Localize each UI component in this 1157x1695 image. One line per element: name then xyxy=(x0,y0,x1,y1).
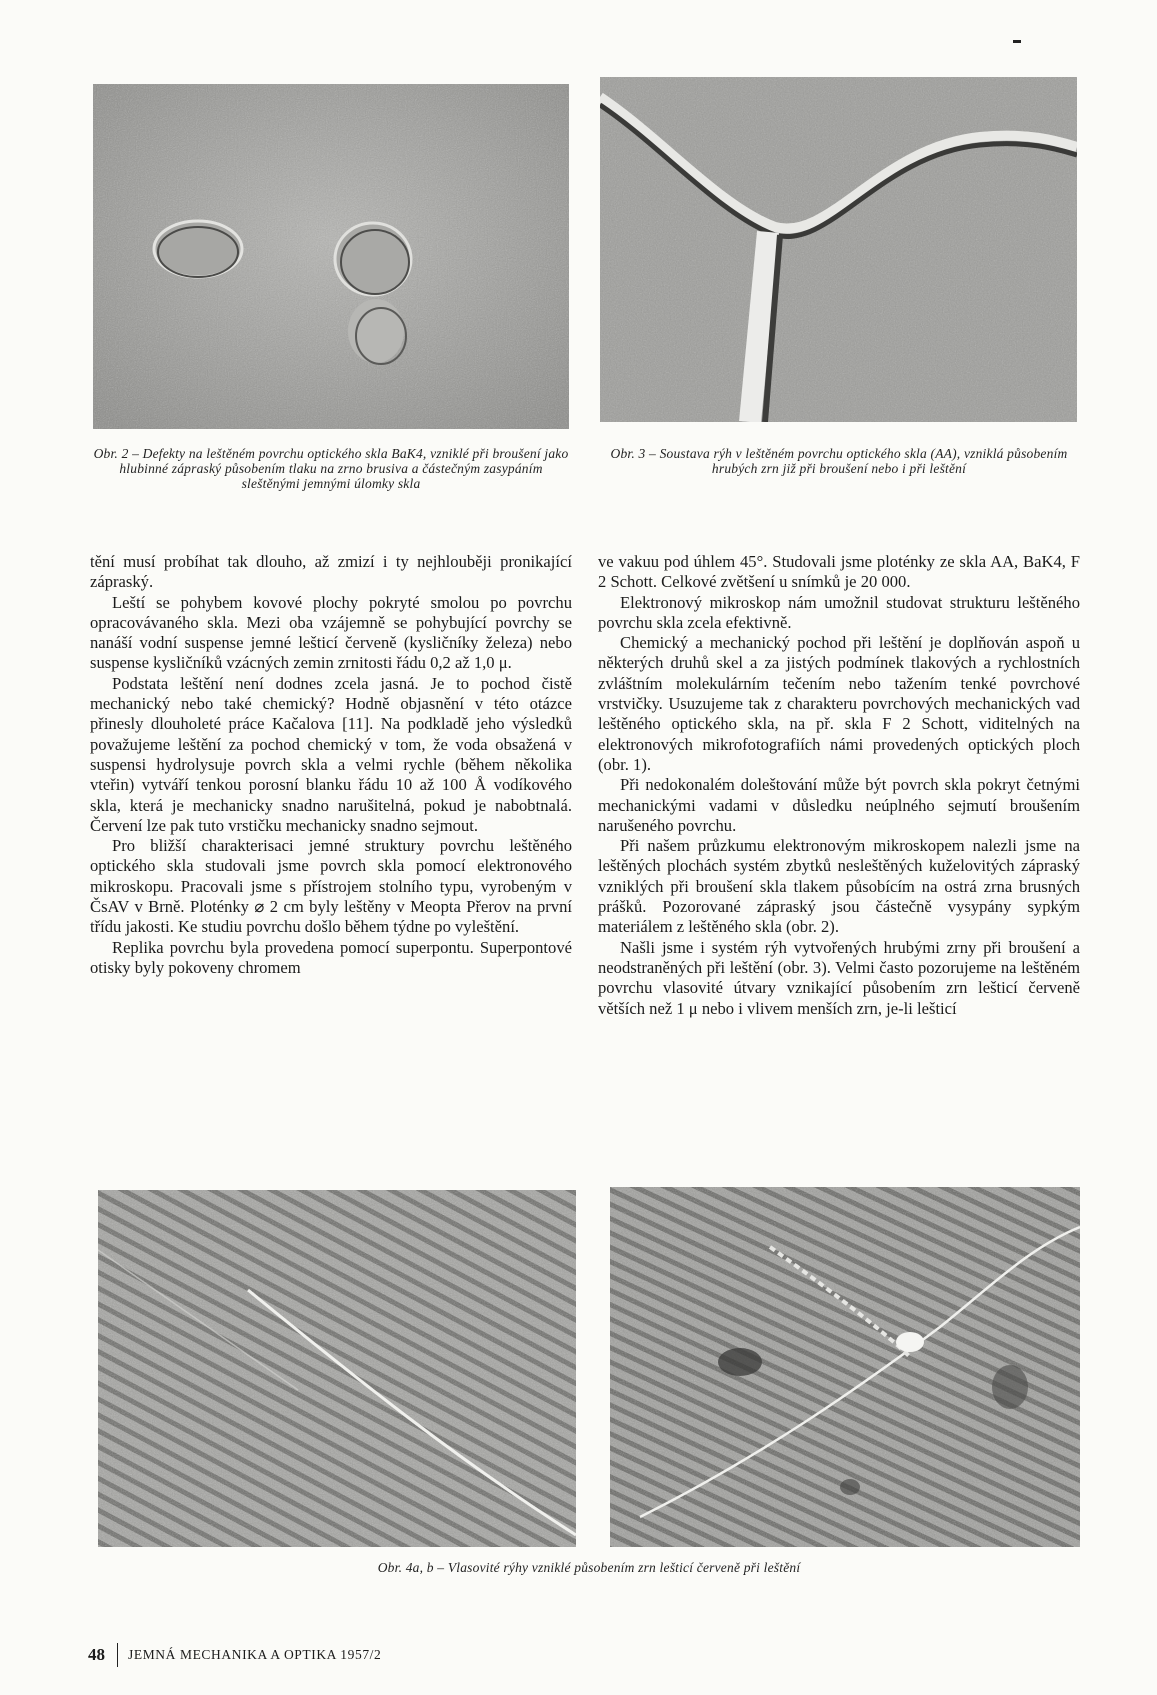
paragraph: Podstata leštění není dodnes zcela jasná. Je to pochod čistě mechanický nebo také chemický? Hodně objasnění v této otázce přinesly dlouholeté práce Kačalova [11]. Na podkladě jeho výsledků považujeme leštění za pochod chemický v tom, že voda obsažená v suspensi hydrolysuje povrch skla a velmi rychle (během několika vteřin) vytváří tenkou porosní blanku řádu 10 až 100 Å vodíkového skla, která je mechanicky snadno narušitelná, pokud je nabobtnalá. Červení lze pak tuto vrstičku mechanicky snadno sejmout. xyxy=(90,673,572,835)
figure-4b-micrograph xyxy=(610,1187,1080,1547)
figure-3-caption: Obr. 3 – Soustava rýh v leštěném povrchu optického skla (AA), vzniklá působením hrubých zrn již při broušení nebo i při leštění xyxy=(610,446,1068,476)
right-text-column xyxy=(598,552,1080,1019)
paragraph: Leští se pohybem kovové plochy pokryté smolou po povrchu opracovávaného skla. Mezi oba vzájemně se pohybující povrchy se nanáší vodní suspense jemné lešticí červeně (kysličníky železa) nebo suspense kysličníků vzácných zemin zrnitosti řádu 0,2 až 1,0 μ. xyxy=(90,592,572,673)
paragraph: Pro bližší charakterisaci jemné struktury povrchu leštěného optického skla studovali jsme povrch skla pomocí elektronového mikroskopu. Pracovali jsme s přístrojem stolního typu, vyrobeným v ČsAV v Brně. Ploténky ⌀ 2 cm byly leštěny v Meopta Přerov na první třídu jakosti. Ke studiu povrchu došlo během týdne po vyleštění. xyxy=(90,836,572,937)
figure-2-caption: Obr. 2 – Defekty na leštěném povrchu optického skla BaK4, vzniklé při broušení jako hlubinné zápraský působením tlaku na zrno brusiva a částečným zasypáním sleštěnými jemnými úlomky skla xyxy=(93,446,569,491)
paragraph: Chemický a mechanický pochod při leštění je doplňován aspoň u některých druhů skel a za jistých podmínek tlakových a rychlostních zvláštním molekulárním tečením nebo tažením tenké povrchové vrstvičky. Usuzujeme tak z charakteru povrchových mechanických vad leštěného optického skla, na př. skla F 2 Schott, viditelných na elektronových mikrofotografiích námi provedených optických ploch (obr. 1). xyxy=(598,633,1080,774)
figure-3-micrograph xyxy=(600,77,1077,422)
print-mark xyxy=(1013,40,1021,43)
paragraph: ve vakuu pod úhlem 45°. Studovali jsme ploténky ze skla AA, BaK4, F 2 Schott. Celkové zvětšení u snímků je 20 000. xyxy=(598,552,1080,592)
paragraph: Elektronový mikroskop nám umožnil studovat strukturu leštěného povrchu skla zcela efektivně. xyxy=(598,592,1080,632)
figure-2-micrograph xyxy=(93,84,569,429)
paragraph: Našli jsme i systém rýh vytvořených hrubými zrny při broušení a neodstraněných při leštění (obr. 3). Velmi často pozorujeme na leštěném povrchu vlasovité útvary vznikající působením zrn lešticí červeně větších než 1 μ nebo i vlivem menších zrn, je-li lešticí xyxy=(598,937,1080,1018)
paragraph: Při nedokonalém doleštování může být povrch skla pokryt četnými mechanickými vadami v důsledku neúplného sejmutí broušením narušeného povrchu. xyxy=(598,775,1080,835)
page-footer xyxy=(88,1642,381,1668)
journal-name: JEMNÁ MECHANIKA A OPTIKA 1957/2 xyxy=(128,1647,382,1662)
page-number: 48 xyxy=(88,1645,105,1664)
paragraph: Replika povrchu byla provedena pomocí superpontu. Superpontové otisky byly pokoveny chromem xyxy=(90,937,572,977)
left-text-column xyxy=(90,552,572,978)
paragraph: tění musí probíhat tak dlouho, až zmizí i ty nejhlouběji pronikající zápraský. xyxy=(90,552,572,592)
footer-divider xyxy=(117,1643,118,1667)
figure-4-caption: Obr. 4a, b – Vlasovité rýhy vzniklé působením zrn lešticí červeně při leštění xyxy=(377,1560,801,1575)
figure-4a-micrograph xyxy=(98,1190,576,1547)
paragraph: Při našem průzkumu elektronovým mikroskopem nalezli jsme na leštěných plochách systém zbytků nesleštěných kuželovitých zápraský vzniklých při broušení skla tlakem působícím na ostrá zrna brusných prášků. Pozorované zápraský jsou částečně vysypány sypkým materiálem z leštěného skla (obr. 2). xyxy=(598,836,1080,937)
